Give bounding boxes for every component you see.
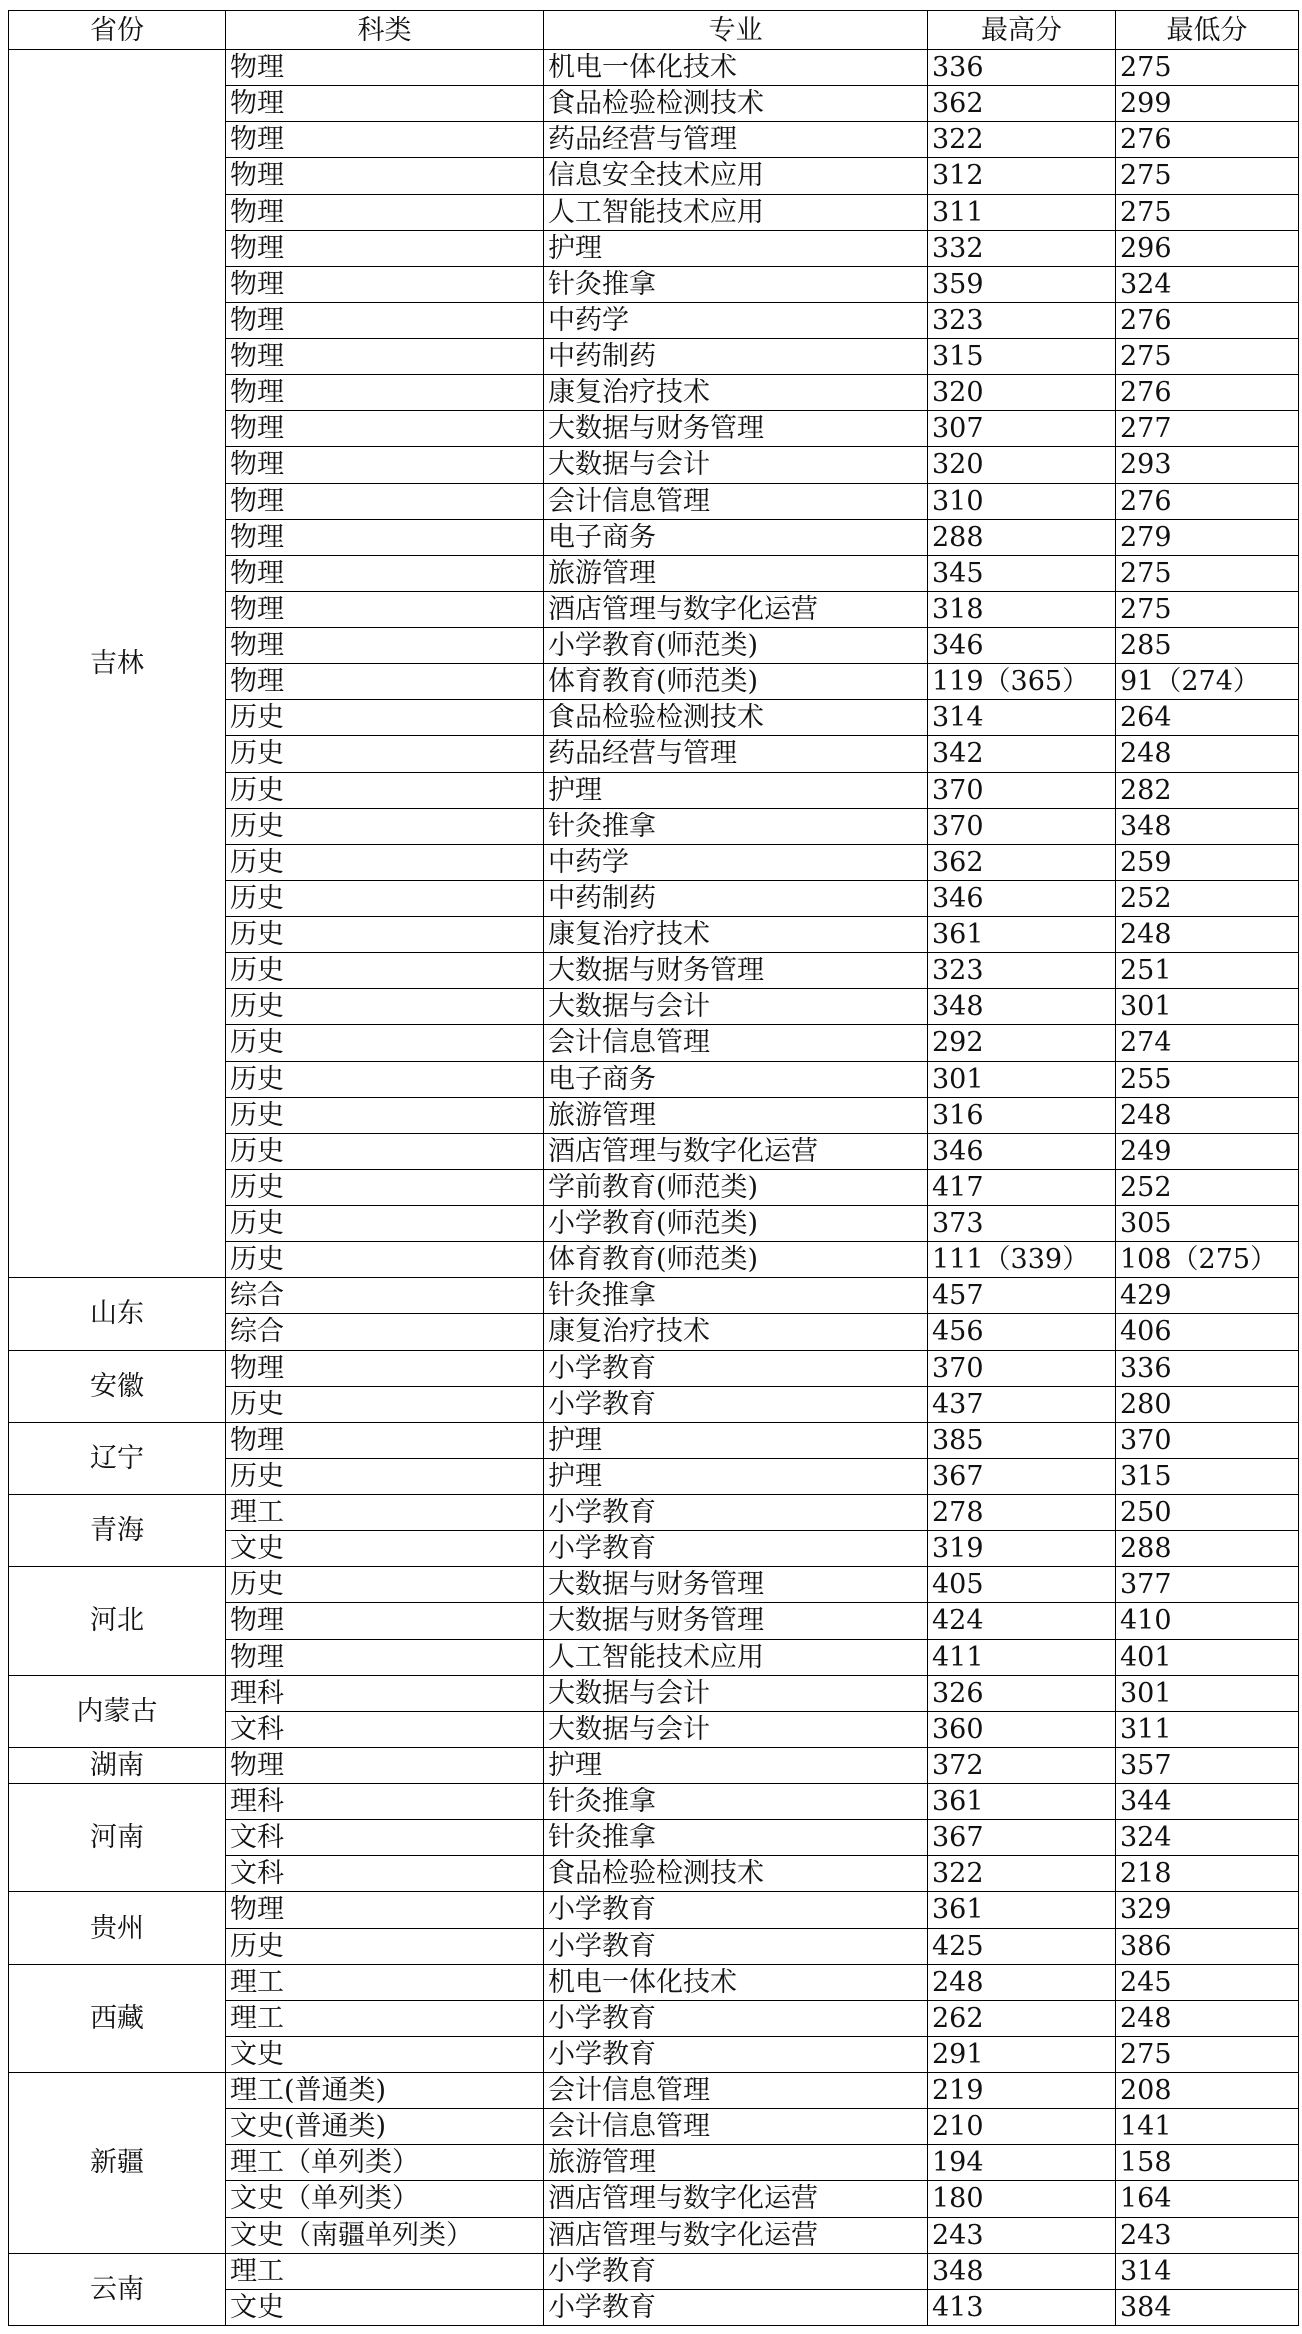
score-table [8, 10, 1299, 2326]
province-cell: 内蒙古 [9, 1675, 226, 1747]
max-score-cell: 322 [928, 1856, 1116, 1892]
max-score-cell: 385 [928, 1422, 1116, 1458]
header-major: 专业 [544, 11, 928, 50]
header-min-score: 最低分 [1116, 11, 1299, 50]
table-header-row [9, 11, 1299, 50]
max-score-cell: 322 [928, 122, 1116, 158]
min-score-cell: 141 [1116, 2109, 1299, 2145]
category-cell: 历史 [226, 1097, 544, 1133]
category-cell: 历史 [226, 1169, 544, 1205]
major-cell: 小学教育 [544, 2000, 928, 2036]
max-score-cell: 370 [928, 772, 1116, 808]
category-cell: 物理 [226, 555, 544, 591]
category-cell: 历史 [226, 700, 544, 736]
max-score-cell: 362 [928, 86, 1116, 122]
category-cell: 物理 [226, 483, 544, 519]
major-cell: 旅游管理 [544, 555, 928, 591]
min-score-cell: 248 [1116, 917, 1299, 953]
category-cell: 物理 [226, 339, 544, 375]
min-score-cell: 336 [1116, 1350, 1299, 1386]
category-cell: 物理 [226, 591, 544, 627]
min-score-cell: 299 [1116, 86, 1299, 122]
table-row [9, 1964, 1299, 2000]
max-score-cell: 336 [928, 50, 1116, 86]
min-score-cell: 248 [1116, 736, 1299, 772]
category-cell: 历史 [226, 1061, 544, 1097]
min-score-cell: 401 [1116, 1639, 1299, 1675]
category-cell: 历史 [226, 772, 544, 808]
max-score-cell: 320 [928, 447, 1116, 483]
table-row [9, 1892, 1299, 1928]
province-cell: 河南 [9, 1784, 226, 1892]
min-score-cell: 252 [1116, 1169, 1299, 1205]
major-cell: 小学教育(师范类) [544, 1206, 928, 1242]
table-row [9, 2073, 1299, 2109]
max-score-cell: 360 [928, 1711, 1116, 1747]
min-score-cell: 276 [1116, 375, 1299, 411]
table-row [9, 1747, 1299, 1783]
major-cell: 药品经营与管理 [544, 122, 928, 158]
min-score-cell: 384 [1116, 2289, 1299, 2325]
category-cell: 历史 [226, 1928, 544, 1964]
category-cell: 历史 [226, 1386, 544, 1422]
province-cell: 湖南 [9, 1747, 226, 1783]
major-cell: 大数据与会计 [544, 989, 928, 1025]
major-cell: 体育教育(师范类) [544, 664, 928, 700]
category-cell: 理工（单列类） [226, 2145, 544, 2181]
province-cell: 云南 [9, 2253, 226, 2325]
min-score-cell: 252 [1116, 880, 1299, 916]
min-score-cell: 248 [1116, 2000, 1299, 2036]
major-cell: 体育教育(师范类) [544, 1242, 928, 1278]
major-cell: 小学教育(师范类) [544, 628, 928, 664]
min-score-cell: 386 [1116, 1928, 1299, 1964]
major-cell: 小学教育 [544, 1386, 928, 1422]
min-score-cell: 275 [1116, 194, 1299, 230]
major-cell: 小学教育 [544, 2036, 928, 2072]
min-score-cell: 259 [1116, 844, 1299, 880]
major-cell: 中药学 [544, 302, 928, 338]
category-cell: 历史 [226, 1458, 544, 1494]
province-cell: 贵州 [9, 1892, 226, 1964]
category-cell: 物理 [226, 194, 544, 230]
max-score-cell: 278 [928, 1495, 1116, 1531]
min-score-cell: 348 [1116, 808, 1299, 844]
table-row [9, 1350, 1299, 1386]
category-cell: 理工(普通类) [226, 2073, 544, 2109]
category-cell: 历史 [226, 1025, 544, 1061]
min-score-cell: 275 [1116, 50, 1299, 86]
min-score-cell: 315 [1116, 1458, 1299, 1494]
max-score-cell: 326 [928, 1675, 1116, 1711]
max-score-cell: 361 [928, 917, 1116, 953]
major-cell: 药品经营与管理 [544, 736, 928, 772]
category-cell: 综合 [226, 1278, 544, 1314]
category-cell: 历史 [226, 953, 544, 989]
table-row [9, 1495, 1299, 1531]
major-cell: 中药学 [544, 844, 928, 880]
province-cell: 山东 [9, 1278, 226, 1350]
category-cell: 历史 [226, 880, 544, 916]
major-cell: 人工智能技术应用 [544, 194, 928, 230]
major-cell: 机电一体化技术 [544, 50, 928, 86]
max-score-cell: 457 [928, 1278, 1116, 1314]
category-cell: 理工 [226, 1495, 544, 1531]
max-score-cell: 362 [928, 844, 1116, 880]
category-cell: 物理 [226, 122, 544, 158]
max-score-cell: 373 [928, 1206, 1116, 1242]
min-score-cell: 296 [1116, 230, 1299, 266]
max-score-cell: 320 [928, 375, 1116, 411]
category-cell: 历史 [226, 1242, 544, 1278]
max-score-cell: 314 [928, 700, 1116, 736]
category-cell: 文史（单列类） [226, 2181, 544, 2217]
category-cell: 历史 [226, 1206, 544, 1242]
min-score-cell: 324 [1116, 1820, 1299, 1856]
max-score-cell: 345 [928, 555, 1116, 591]
major-cell: 信息安全技术应用 [544, 158, 928, 194]
min-score-cell: 279 [1116, 519, 1299, 555]
major-cell: 酒店管理与数字化运营 [544, 2217, 928, 2253]
min-score-cell: 274 [1116, 1025, 1299, 1061]
table-row [9, 2253, 1299, 2289]
max-score-cell: 372 [928, 1747, 1116, 1783]
major-cell: 会计信息管理 [544, 1025, 928, 1061]
category-cell: 理工 [226, 2253, 544, 2289]
table-row [9, 1278, 1299, 1314]
min-score-cell: 276 [1116, 302, 1299, 338]
major-cell: 食品检验检测技术 [544, 1856, 928, 1892]
province-cell: 河北 [9, 1567, 226, 1675]
max-score-cell: 119（365） [928, 664, 1116, 700]
max-score-cell: 437 [928, 1386, 1116, 1422]
max-score-cell: 346 [928, 880, 1116, 916]
max-score-cell: 319 [928, 1531, 1116, 1567]
max-score-cell: 194 [928, 2145, 1116, 2181]
category-cell: 历史 [226, 808, 544, 844]
max-score-cell: 311 [928, 194, 1116, 230]
min-score-cell: 208 [1116, 2073, 1299, 2109]
major-cell: 护理 [544, 1422, 928, 1458]
min-score-cell: 264 [1116, 700, 1299, 736]
major-cell: 针灸推拿 [544, 266, 928, 302]
major-cell: 学前教育(师范类) [544, 1169, 928, 1205]
category-cell: 综合 [226, 1314, 544, 1350]
min-score-cell: 243 [1116, 2217, 1299, 2253]
category-cell: 物理 [226, 1747, 544, 1783]
min-score-cell: 406 [1116, 1314, 1299, 1350]
min-score-cell: 288 [1116, 1531, 1299, 1567]
category-cell: 物理 [226, 375, 544, 411]
major-cell: 针灸推拿 [544, 1278, 928, 1314]
max-score-cell: 359 [928, 266, 1116, 302]
min-score-cell: 249 [1116, 1133, 1299, 1169]
major-cell: 会计信息管理 [544, 483, 928, 519]
max-score-cell: 315 [928, 339, 1116, 375]
major-cell: 护理 [544, 230, 928, 266]
max-score-cell: 323 [928, 953, 1116, 989]
min-score-cell: 91（274） [1116, 664, 1299, 700]
min-score-cell: 255 [1116, 1061, 1299, 1097]
table-body [9, 50, 1299, 2326]
max-score-cell: 342 [928, 736, 1116, 772]
province-cell: 辽宁 [9, 1422, 226, 1494]
major-cell: 护理 [544, 1747, 928, 1783]
major-cell: 酒店管理与数字化运营 [544, 1133, 928, 1169]
min-score-cell: 250 [1116, 1495, 1299, 1531]
province-cell: 吉林 [9, 50, 226, 1278]
min-score-cell: 282 [1116, 772, 1299, 808]
major-cell: 大数据与会计 [544, 1675, 928, 1711]
max-score-cell: 180 [928, 2181, 1116, 2217]
min-score-cell: 275 [1116, 158, 1299, 194]
category-cell: 物理 [226, 447, 544, 483]
category-cell: 物理 [226, 664, 544, 700]
min-score-cell: 311 [1116, 1711, 1299, 1747]
max-score-cell: 361 [928, 1892, 1116, 1928]
min-score-cell: 370 [1116, 1422, 1299, 1458]
min-score-cell: 275 [1116, 2036, 1299, 2072]
major-cell: 小学教育 [544, 1350, 928, 1386]
major-cell: 中药制药 [544, 339, 928, 375]
max-score-cell: 424 [928, 1603, 1116, 1639]
category-cell: 文科 [226, 1856, 544, 1892]
major-cell: 大数据与财务管理 [544, 953, 928, 989]
max-score-cell: 262 [928, 2000, 1116, 2036]
province-cell: 青海 [9, 1495, 226, 1567]
major-cell: 针灸推拿 [544, 1820, 928, 1856]
province-cell: 安徽 [9, 1350, 226, 1422]
min-score-cell: 275 [1116, 591, 1299, 627]
max-score-cell: 291 [928, 2036, 1116, 2072]
min-score-cell: 280 [1116, 1386, 1299, 1422]
major-cell: 食品检验检测技术 [544, 86, 928, 122]
min-score-cell: 314 [1116, 2253, 1299, 2289]
category-cell: 物理 [226, 411, 544, 447]
max-score-cell: 367 [928, 1458, 1116, 1494]
min-score-cell: 218 [1116, 1856, 1299, 1892]
min-score-cell: 305 [1116, 1206, 1299, 1242]
max-score-cell: 301 [928, 1061, 1116, 1097]
min-score-cell: 429 [1116, 1278, 1299, 1314]
category-cell: 物理 [226, 266, 544, 302]
category-cell: 文科 [226, 1711, 544, 1747]
max-score-cell: 316 [928, 1097, 1116, 1133]
major-cell: 酒店管理与数字化运营 [544, 591, 928, 627]
major-cell: 康复治疗技术 [544, 917, 928, 953]
min-score-cell: 276 [1116, 122, 1299, 158]
max-score-cell: 310 [928, 483, 1116, 519]
category-cell: 物理 [226, 1422, 544, 1458]
max-score-cell: 370 [928, 1350, 1116, 1386]
category-cell: 物理 [226, 230, 544, 266]
header-category: 科类 [226, 11, 544, 50]
major-cell: 针灸推拿 [544, 1784, 928, 1820]
major-cell: 小学教育 [544, 1892, 928, 1928]
min-score-cell: 251 [1116, 953, 1299, 989]
min-score-cell: 357 [1116, 1747, 1299, 1783]
min-score-cell: 344 [1116, 1784, 1299, 1820]
max-score-cell: 312 [928, 158, 1116, 194]
min-score-cell: 158 [1116, 2145, 1299, 2181]
max-score-cell: 323 [928, 302, 1116, 338]
category-cell: 历史 [226, 844, 544, 880]
major-cell: 机电一体化技术 [544, 1964, 928, 2000]
category-cell: 物理 [226, 1892, 544, 1928]
max-score-cell: 346 [928, 1133, 1116, 1169]
max-score-cell: 248 [928, 1964, 1116, 2000]
major-cell: 针灸推拿 [544, 808, 928, 844]
max-score-cell: 307 [928, 411, 1116, 447]
major-cell: 会计信息管理 [544, 2073, 928, 2109]
max-score-cell: 367 [928, 1820, 1116, 1856]
min-score-cell: 410 [1116, 1603, 1299, 1639]
major-cell: 电子商务 [544, 519, 928, 555]
min-score-cell: 293 [1116, 447, 1299, 483]
category-cell: 历史 [226, 917, 544, 953]
min-score-cell: 301 [1116, 989, 1299, 1025]
major-cell: 大数据与财务管理 [544, 411, 928, 447]
province-cell: 新疆 [9, 2073, 226, 2254]
category-cell: 物理 [226, 1350, 544, 1386]
max-score-cell: 370 [928, 808, 1116, 844]
category-cell: 文史 [226, 2289, 544, 2325]
max-score-cell: 413 [928, 2289, 1116, 2325]
major-cell: 大数据与财务管理 [544, 1567, 928, 1603]
category-cell: 物理 [226, 1639, 544, 1675]
category-cell: 物理 [226, 302, 544, 338]
max-score-cell: 332 [928, 230, 1116, 266]
min-score-cell: 329 [1116, 1892, 1299, 1928]
min-score-cell: 275 [1116, 339, 1299, 375]
category-cell: 历史 [226, 736, 544, 772]
header-province: 省份 [9, 11, 226, 50]
category-cell: 历史 [226, 989, 544, 1025]
min-score-cell: 276 [1116, 483, 1299, 519]
category-cell: 理科 [226, 1675, 544, 1711]
major-cell: 大数据与会计 [544, 447, 928, 483]
major-cell: 小学教育 [544, 2289, 928, 2325]
table-row [9, 1784, 1299, 1820]
table-row [9, 1567, 1299, 1603]
max-score-cell: 318 [928, 591, 1116, 627]
major-cell: 食品检验检测技术 [544, 700, 928, 736]
min-score-cell: 277 [1116, 411, 1299, 447]
category-cell: 物理 [226, 1603, 544, 1639]
major-cell: 旅游管理 [544, 1097, 928, 1133]
major-cell: 护理 [544, 1458, 928, 1494]
category-cell: 物理 [226, 628, 544, 664]
table-row [9, 50, 1299, 86]
major-cell: 小学教育 [544, 2253, 928, 2289]
min-score-cell: 248 [1116, 1097, 1299, 1133]
major-cell: 中药制药 [544, 880, 928, 916]
category-cell: 物理 [226, 158, 544, 194]
header-max-score: 最高分 [928, 11, 1116, 50]
category-cell: 文史 [226, 1531, 544, 1567]
min-score-cell: 108（275） [1116, 1242, 1299, 1278]
major-cell: 小学教育 [544, 1531, 928, 1567]
major-cell: 电子商务 [544, 1061, 928, 1097]
max-score-cell: 348 [928, 989, 1116, 1025]
category-cell: 历史 [226, 1567, 544, 1603]
category-cell: 历史 [226, 1133, 544, 1169]
max-score-cell: 288 [928, 519, 1116, 555]
max-score-cell: 425 [928, 1928, 1116, 1964]
category-cell: 文史（南疆单列类） [226, 2217, 544, 2253]
min-score-cell: 301 [1116, 1675, 1299, 1711]
min-score-cell: 245 [1116, 1964, 1299, 2000]
min-score-cell: 275 [1116, 555, 1299, 591]
category-cell: 物理 [226, 50, 544, 86]
max-score-cell: 346 [928, 628, 1116, 664]
category-cell: 文史(普通类) [226, 2109, 544, 2145]
major-cell: 大数据与会计 [544, 1711, 928, 1747]
max-score-cell: 417 [928, 1169, 1116, 1205]
min-score-cell: 285 [1116, 628, 1299, 664]
category-cell: 理工 [226, 1964, 544, 2000]
min-score-cell: 377 [1116, 1567, 1299, 1603]
category-cell: 文史 [226, 2036, 544, 2072]
major-cell: 康复治疗技术 [544, 375, 928, 411]
max-score-cell: 456 [928, 1314, 1116, 1350]
province-cell: 西藏 [9, 1964, 226, 2072]
table-row [9, 1422, 1299, 1458]
max-score-cell: 210 [928, 2109, 1116, 2145]
category-cell: 理科 [226, 1784, 544, 1820]
major-cell: 大数据与财务管理 [544, 1603, 928, 1639]
major-cell: 康复治疗技术 [544, 1314, 928, 1350]
major-cell: 人工智能技术应用 [544, 1639, 928, 1675]
major-cell: 小学教育 [544, 1928, 928, 1964]
max-score-cell: 111（339） [928, 1242, 1116, 1278]
min-score-cell: 164 [1116, 2181, 1299, 2217]
major-cell: 护理 [544, 772, 928, 808]
max-score-cell: 243 [928, 2217, 1116, 2253]
category-cell: 物理 [226, 519, 544, 555]
major-cell: 酒店管理与数字化运营 [544, 2181, 928, 2217]
table-row [9, 1675, 1299, 1711]
category-cell: 物理 [226, 86, 544, 122]
major-cell: 旅游管理 [544, 2145, 928, 2181]
max-score-cell: 292 [928, 1025, 1116, 1061]
max-score-cell: 411 [928, 1639, 1116, 1675]
category-cell: 文科 [226, 1820, 544, 1856]
max-score-cell: 219 [928, 2073, 1116, 2109]
max-score-cell: 405 [928, 1567, 1116, 1603]
major-cell: 小学教育 [544, 1495, 928, 1531]
category-cell: 理工 [226, 2000, 544, 2036]
major-cell: 会计信息管理 [544, 2109, 928, 2145]
max-score-cell: 361 [928, 1784, 1116, 1820]
min-score-cell: 324 [1116, 266, 1299, 302]
max-score-cell: 348 [928, 2253, 1116, 2289]
